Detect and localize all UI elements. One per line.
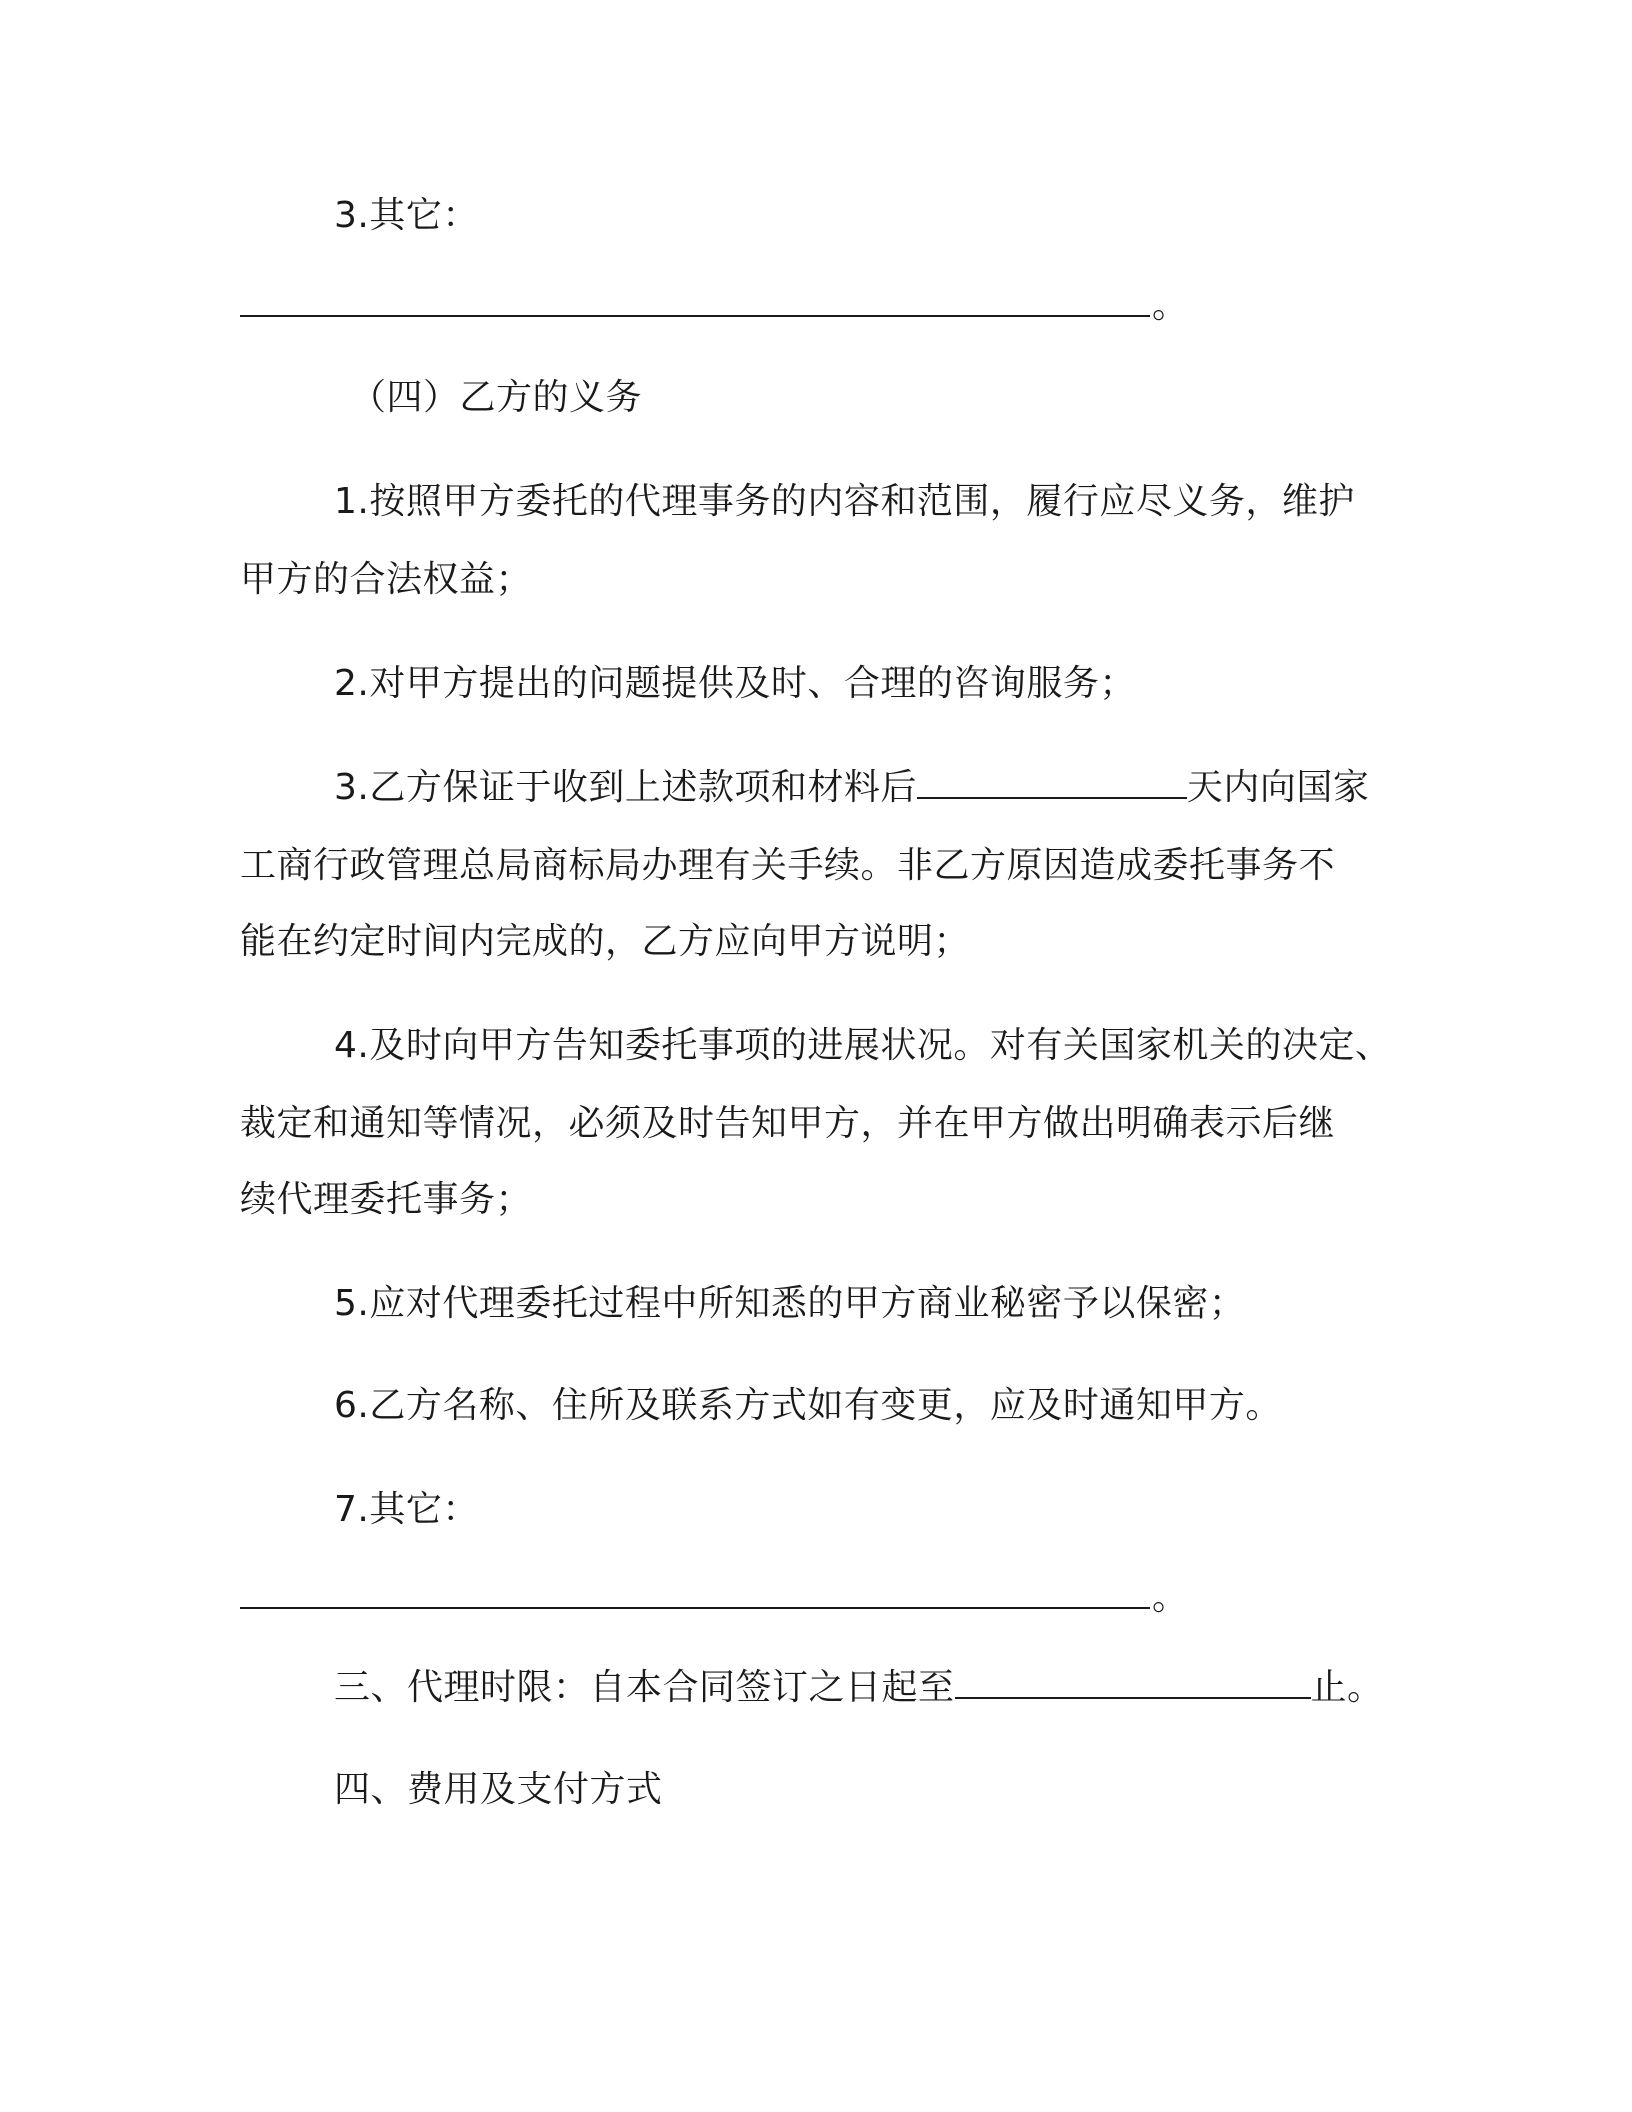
item-other-a: 3.其它：	[334, 195, 479, 236]
duty-6: 6.乙方名称、住所及联系方式如有变更，应及时通知甲方。	[334, 1385, 1282, 1426]
duty-4-line-1: 4.及时向甲方告知委托事项的进展状况。对有关国家机关的决定、	[334, 1025, 1392, 1066]
blank-line-a	[240, 286, 1188, 326]
duty-4-line-3: 续代理委托事务；	[240, 1179, 533, 1220]
duty-3-line-1	[334, 768, 1369, 808]
term-text-before: 三、代理时限：自本合同签订之日起至	[334, 1667, 955, 1708]
term-text-after: 止。	[1310, 1667, 1384, 1708]
duty-3-text-before: 3.乙方保证于收到上述款项和材料后	[334, 767, 917, 808]
blank-rule-b	[240, 1583, 1150, 1609]
duty-3-text-after: 天内向国家	[1186, 767, 1370, 808]
days-blank	[917, 769, 1187, 799]
section-four-title: （四）乙方的义务	[350, 377, 643, 418]
duty-2: 2.对甲方提出的问题提供及时、合理的咨询服务；	[334, 663, 1136, 704]
blank-line-b	[240, 1578, 1188, 1618]
fees-title: 四、费用及支付方式	[334, 1769, 663, 1810]
blank-end-a: 。	[1152, 285, 1189, 326]
blank-rule-a	[240, 291, 1150, 317]
duty-3-line-2: 工商行政管理总局商标局办理有关手续。非乙方原因造成委托事务不	[240, 845, 1336, 886]
duty-4-line-2: 裁定和通知等情况，必须及时告知甲方，并在甲方做出明确表示后继	[240, 1103, 1336, 1144]
duty-1-line-1: 1.按照甲方委托的代理事务的内容和范围，履行应尽义务，维护	[334, 481, 1355, 522]
duty-3-line-3: 能在约定时间内完成的，乙方应向甲方说明；	[240, 921, 971, 962]
blank-end-b: 。	[1152, 1577, 1189, 1618]
term-clause	[334, 1668, 1384, 1708]
duty-5: 5.应对代理委托过程中所知悉的甲方商业秘密予以保密；	[334, 1283, 1246, 1324]
duty-1-line-2: 甲方的合法权益；	[240, 559, 533, 600]
duty-7: 7.其它：	[334, 1489, 479, 1530]
end-date-blank	[955, 1669, 1311, 1699]
